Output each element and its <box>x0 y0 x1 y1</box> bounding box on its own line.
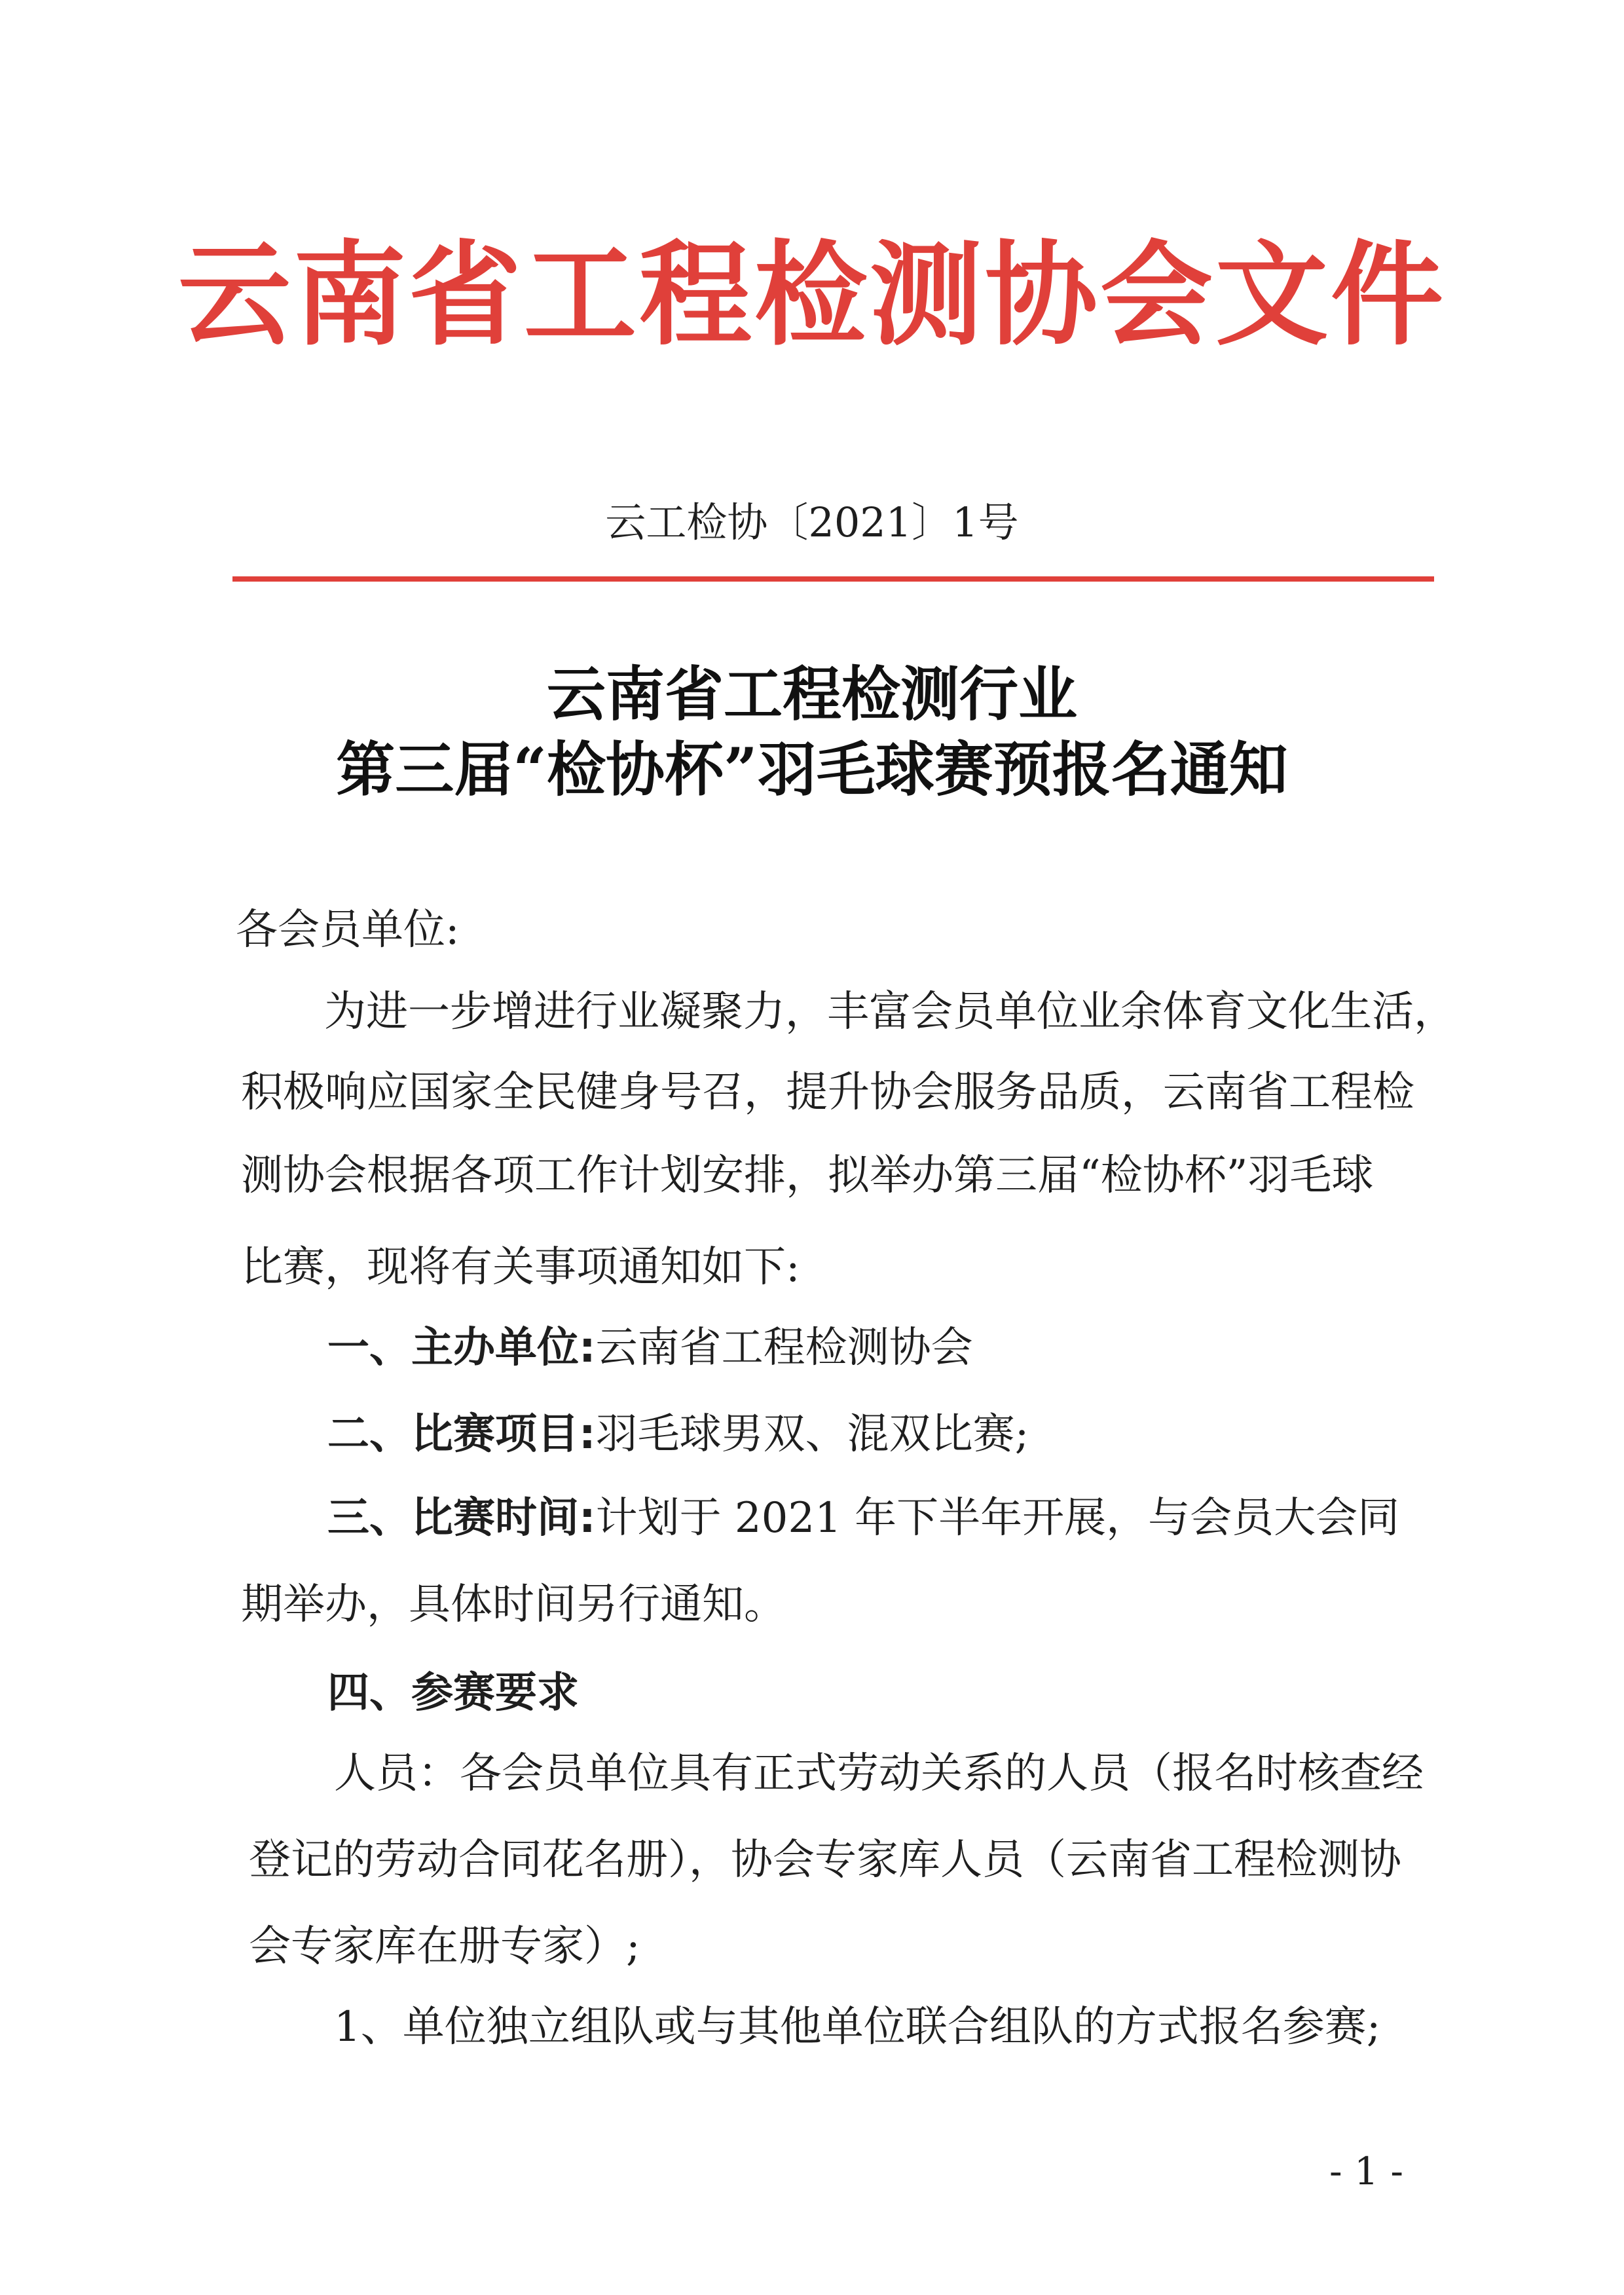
item-requirements-heading: 四、参赛要求 <box>327 1669 579 1717</box>
document-org-title: 云南省工程检测协会文件 <box>178 228 1446 361</box>
item-events-label: 二、比赛项目: <box>327 1410 596 1459</box>
intro-line-1: 为进一步增进行业凝聚力，丰富会员单位业余体育文化生活， <box>324 988 1456 1036</box>
intro-line-2: 积极响应国家全民健身号召，提升协会服务品质，云南省工程检 <box>241 1068 1414 1117</box>
item-time-label: 三、比赛时间: <box>327 1494 596 1542</box>
item-time-continued: 期举办，具体时间另行通知。 <box>241 1580 786 1629</box>
requirements-line-2: 登记的劳动合同花名册），协会专家库人员（云南省工程检测协 <box>249 1836 1401 1884</box>
page-number: - 1 - <box>1329 2149 1403 2193</box>
requirements-line-1: 人员：各会员单位具有正式劳动关系的人员（报名时核查经 <box>334 1749 1424 1798</box>
item-organizer-label: 一、主办单位: <box>327 1324 596 1372</box>
red-divider <box>232 576 1434 582</box>
item-organizer-text: 云南省工程检测协会 <box>595 1324 973 1372</box>
item-time <box>327 1492 1399 1544</box>
requirements-line-3: 会专家库在册专家）; <box>249 1922 640 1971</box>
item-events <box>327 1408 1029 1461</box>
notice-title-line2: 第三届“检协杯”羽毛球赛预报名通知 <box>336 735 1288 804</box>
item-time-text: 计划于 2021 年下半年开展，与会员大会同 <box>595 1494 1400 1542</box>
notice-title-line1: 云南省工程检测行业 <box>547 660 1077 729</box>
salutation: 各会员单位: <box>236 906 460 954</box>
item-organizer <box>327 1322 973 1374</box>
requirements-item-1: 1、单位独立组队或与其他单位联合组队的方式报名参赛; <box>334 2003 1381 2051</box>
document-number: 云工检协〔2021〕1号 <box>605 498 1019 546</box>
intro-line-3: 测协会根据各项工作计划安排，拟举办第三届“检协杯”羽毛球 <box>241 1151 1374 1200</box>
item-events-text: 羽毛球男双、混双比赛; <box>595 1410 1029 1459</box>
intro-line-4: 比赛，现将有关事项通知如下: <box>241 1243 800 1292</box>
